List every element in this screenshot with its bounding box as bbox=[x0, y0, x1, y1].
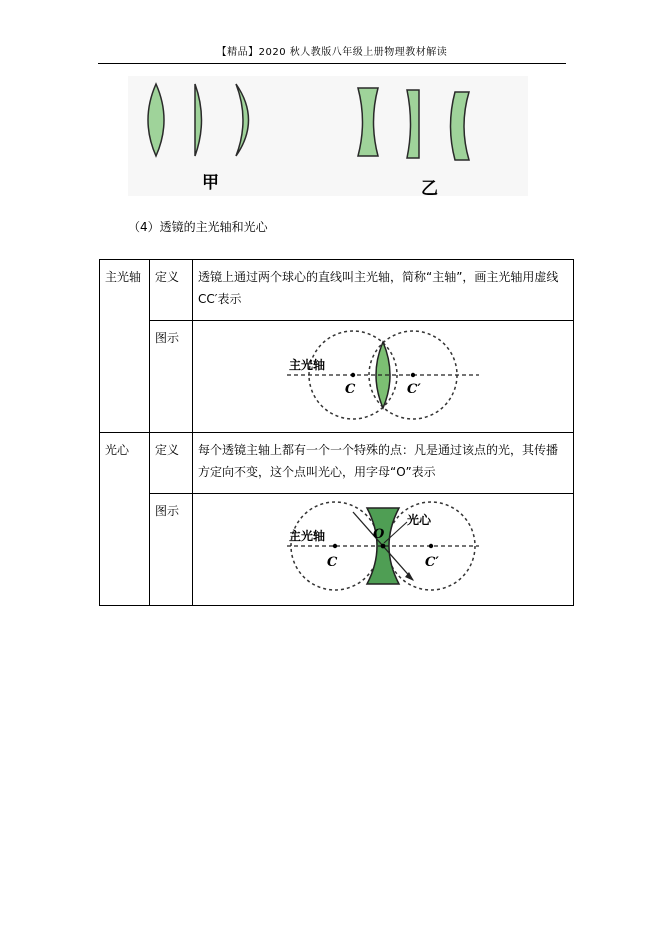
convex-group-label: 甲 bbox=[202, 173, 219, 193]
table-row bbox=[100, 433, 574, 494]
definition-label: 定义 bbox=[150, 260, 193, 321]
optical-center-definition: 每个透镜主轴上都有一个一个特殊的点：凡是通过该点的光，其传播方定向不变，这个点叫光心，用字母“O”表示 bbox=[193, 433, 574, 494]
point-c-prime-label: C′ bbox=[407, 382, 421, 397]
lens-axis-table bbox=[99, 259, 574, 606]
principal-axis-diagram bbox=[283, 325, 483, 425]
optical-center-diagram-cell bbox=[193, 494, 574, 606]
section-title: （4）透镜的主光轴和光心 bbox=[128, 220, 268, 234]
optical-center-label: 光心 bbox=[407, 513, 432, 527]
center-point-c-prime bbox=[411, 373, 415, 377]
header-divider bbox=[98, 63, 566, 64]
point-c-prime-label: C′ bbox=[425, 555, 439, 570]
table-row bbox=[100, 260, 574, 321]
row-heading-principal-axis: 主光轴 bbox=[100, 260, 150, 433]
optical-center-diagram bbox=[283, 498, 483, 598]
center-point-c-prime bbox=[429, 544, 433, 548]
axis-label: 主光轴 bbox=[289, 358, 326, 372]
point-o-label: O bbox=[373, 527, 385, 542]
axis-label: 主光轴 bbox=[289, 529, 326, 543]
point-c-label: C bbox=[345, 382, 356, 397]
figure-label: 图示 bbox=[150, 321, 193, 433]
definition-label: 定义 bbox=[150, 433, 193, 494]
table-row bbox=[100, 321, 574, 433]
lens-types-figure bbox=[128, 76, 528, 201]
center-point-c bbox=[333, 544, 337, 548]
principal-axis-definition: 透镜上通过两个球心的直线叫主光轴，简称“主轴”，画主光轴用虚线 CC′表示 bbox=[193, 260, 574, 321]
point-c-label: C bbox=[327, 555, 338, 570]
optical-center-point bbox=[381, 544, 386, 549]
page-header: 【精品】2020 秋人教版八年级上册物理教材解读 bbox=[216, 47, 448, 58]
center-point-c bbox=[351, 373, 355, 377]
table-row bbox=[100, 494, 574, 606]
figure-label: 图示 bbox=[150, 494, 193, 606]
row-heading-optical-center: 光心 bbox=[100, 433, 150, 606]
principal-axis-diagram-cell bbox=[193, 321, 574, 433]
concave-group-label: 乙 bbox=[421, 179, 438, 199]
